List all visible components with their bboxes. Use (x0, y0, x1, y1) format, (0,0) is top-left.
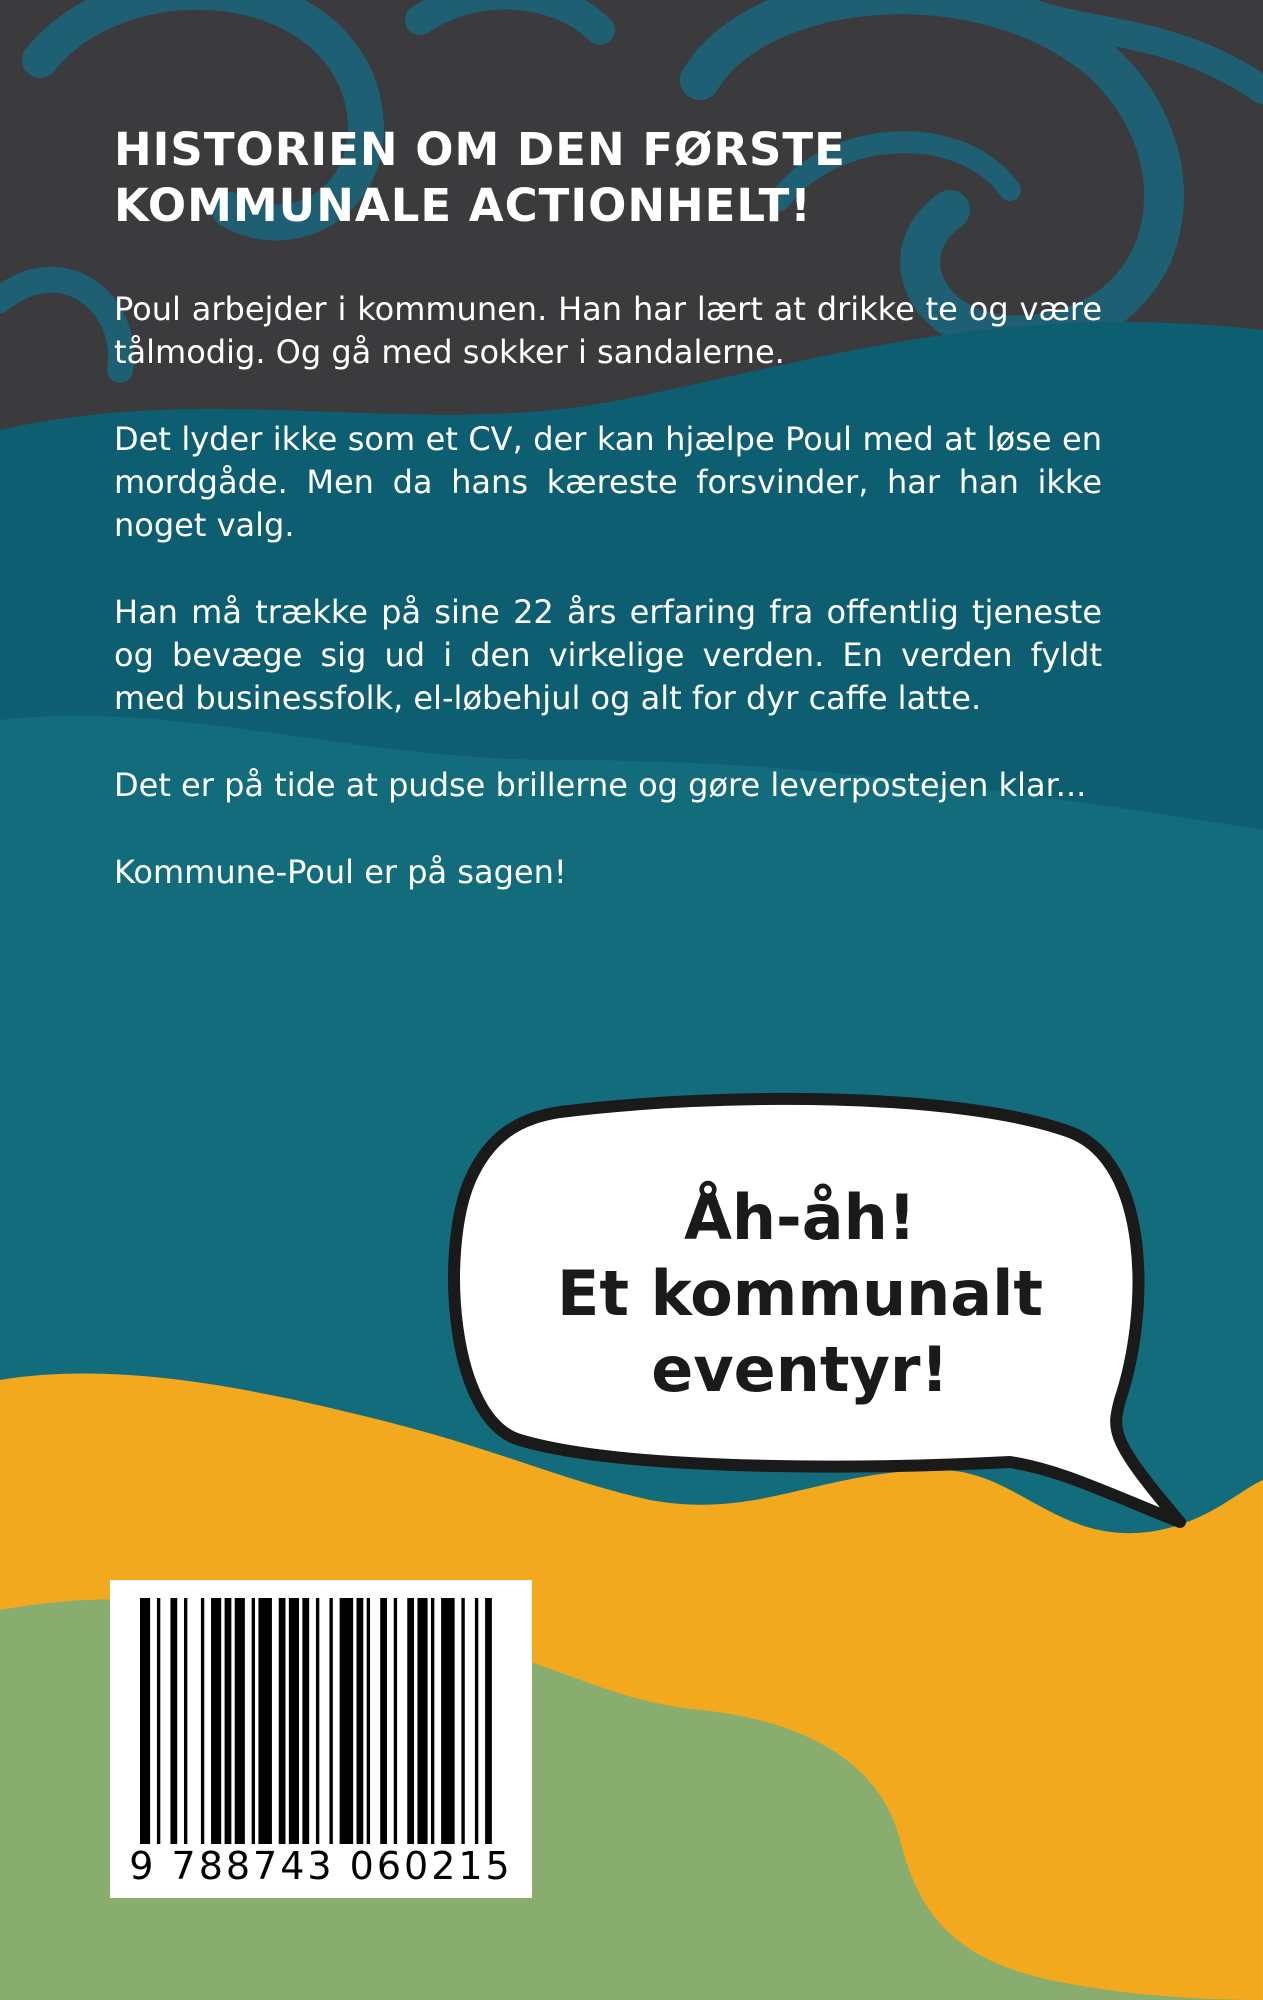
headline: HISTORIEN OM DEN FØRSTE KOMMUNALE ACTIONHELT! (114, 123, 846, 232)
barcode-bar (258, 1598, 272, 1844)
barcode-bar (316, 1598, 319, 1844)
barcode-bar (252, 1598, 255, 1844)
barcode-bar (417, 1598, 427, 1844)
speech-bubble-line: Åh-åh! (683, 1181, 917, 1254)
blurb-paragraph: Kommune-Poul er på sagen! (114, 853, 567, 891)
speech-bubble-line: Et kommunalt (557, 1257, 1043, 1330)
barcode-bar (441, 1598, 455, 1844)
barcode-bar (475, 1598, 478, 1844)
blurb (114, 288, 1102, 938)
barcode-bar (407, 1598, 414, 1844)
speech-bubble-text (520, 1180, 1080, 1408)
isbn-number: 9 788743 060215 (129, 1844, 513, 1888)
blurb-paragraph: Det er på tide at pudse brillerne og gøre leverpostejen klar... (114, 766, 1087, 804)
barcode-bar (431, 1598, 434, 1844)
barcode-bar (170, 1598, 177, 1844)
barcode (110, 1580, 532, 1898)
blurb-paragraph: Poul arbejder i kommunen. Han har lært at drikke te og være tålmodig. Og gå med sokker i sandalerne. (114, 290, 1102, 371)
barcode-bar (367, 1598, 370, 1844)
barcode-bars (140, 1598, 502, 1844)
speech-bubble-line: eventyr! (651, 1333, 949, 1406)
barcode-bar (357, 1598, 364, 1844)
barcode-bar (184, 1598, 187, 1844)
barcode-bar (140, 1598, 150, 1844)
barcode-bar (394, 1598, 397, 1844)
barcode-bar (340, 1598, 354, 1844)
blurb-paragraph: Han må trække på sine 22 års erfaring fra offentlig tjeneste og bevæge sig ud i den virkelige verden. En verden fyldt med businessfolk, el-løbehjul og alt for dyr caffe latte. (114, 593, 1102, 717)
barcode-bar (302, 1598, 309, 1844)
blurb-paragraph: Det lyder ikke som et CV, der kan hjælpe Poul med at løse en mordgåde. Men da hans kæreste forsvinder, har han ikke noget valg. (114, 420, 1102, 544)
barcode-bar (225, 1598, 232, 1844)
barcode-bar (157, 1598, 160, 1844)
barcode-bar (279, 1598, 286, 1844)
barcode-bar (235, 1598, 245, 1844)
barcode-bar (485, 1598, 492, 1844)
barcode-bar (201, 1598, 204, 1844)
barcode-bar (329, 1598, 332, 1844)
barcode-bar (461, 1598, 464, 1844)
barcode-bar (380, 1598, 387, 1844)
barcode-bar (211, 1598, 221, 1844)
barcode-bar (289, 1598, 299, 1844)
